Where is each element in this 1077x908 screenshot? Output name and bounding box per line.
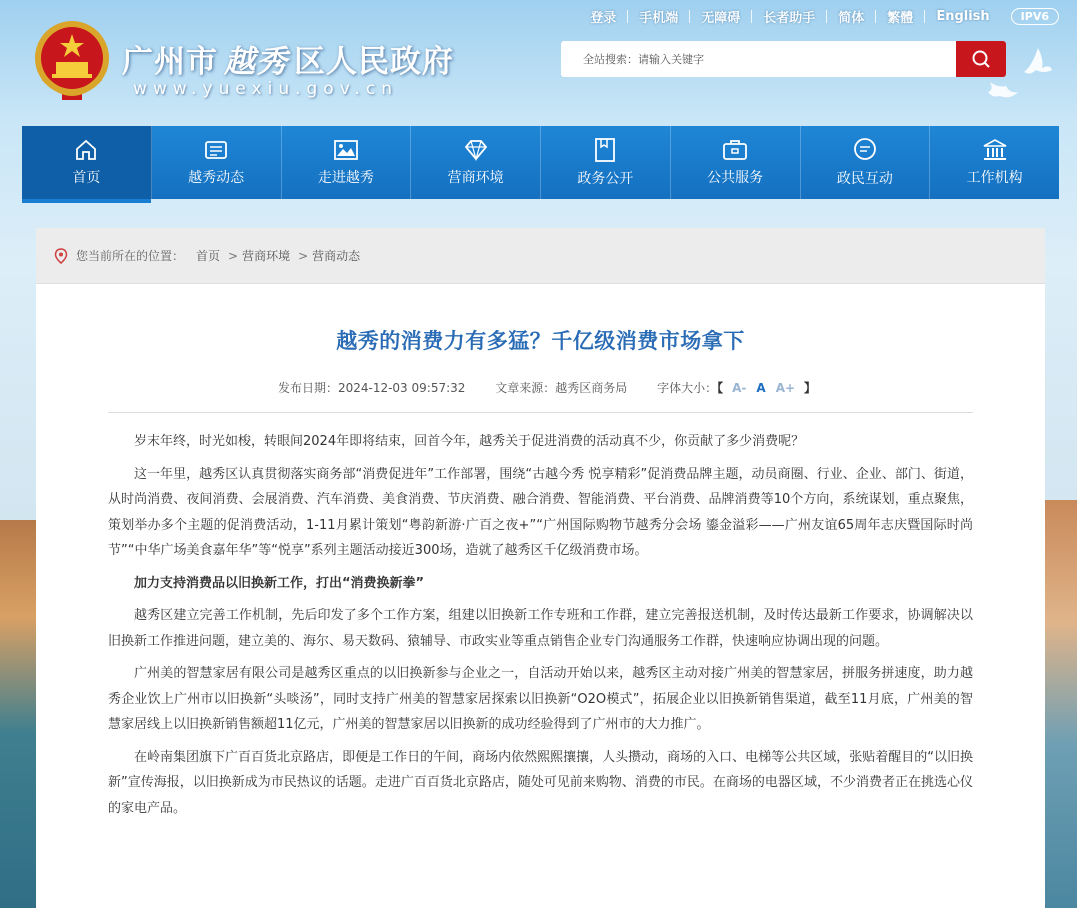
nav-item-home[interactable] <box>22 126 152 199</box>
login-link[interactable]: 登录 <box>590 10 617 26</box>
nav-label: 营商环境 <box>447 170 504 186</box>
english-link[interactable]: English <box>936 8 990 24</box>
font-size-bracket-close: 】 <box>804 381 817 395</box>
home-icon <box>74 138 98 162</box>
traditional-chinese-link[interactable]: 繁體 <box>887 10 914 26</box>
site-title-gov: 区人民政府 <box>294 44 454 80</box>
accessibility-link[interactable]: 无障碍 <box>701 10 741 26</box>
top-links <box>579 5 1059 27</box>
scenery-right <box>1044 500 1077 908</box>
font-size-decrease-button[interactable]: A- <box>732 381 747 395</box>
picture-icon <box>333 138 359 162</box>
newspaper-icon <box>203 138 229 162</box>
site-title-city: 广州市 <box>122 44 218 80</box>
paragraph: 岁末年终，时光如梭，转眼间2024年即将结束，回首今年，越秀关于促进消费的活动真不少，你贡献了多少消费呢？ <box>134 434 805 449</box>
nav-item-public-services[interactable] <box>671 126 801 199</box>
institution-icon <box>982 138 1008 162</box>
breadcrumb <box>36 228 1045 284</box>
site-title-calligraphy: 越秀 <box>224 44 288 80</box>
nav-item-business-environment[interactable] <box>411 126 541 199</box>
breadcrumb-business-environment[interactable]: 营商环境 <box>242 249 291 263</box>
publish-date: 发布日期：2024-12-03 09:57:32 <box>277 381 466 395</box>
ipv6-badge: IPV6 <box>1011 8 1059 25</box>
paragraph: 在岭南集团旗下广百百货北京路店，即便是工作日的午间，商场内依然熙熙攘攘，人头攒动，商场的入口、电梯等公共区域，张贴着醒目的“以旧换新”宣传海报，以旧换新成为市民热议的话题。走进广百百货北京路店，随处可见前来购物、消费的市民。在商场的电器区域，不少消费者正在挑选心仪的家电产品。 <box>108 749 973 816</box>
nav-label: 走进越秀 <box>317 170 374 186</box>
search-bar <box>561 41 1006 77</box>
nav-item-yuexiu-news[interactable] <box>152 126 282 199</box>
article-title: 越秀的消费力有多猛？千亿级消费市场拿下 <box>336 329 745 353</box>
elder-assistant-link[interactable]: 长者助手 <box>763 10 816 26</box>
font-size-bracket-open: 【 <box>717 381 724 395</box>
article-body <box>108 429 973 821</box>
nav-item-public-interaction[interactable] <box>801 126 931 199</box>
diamond-icon <box>463 138 489 162</box>
mobile-link[interactable]: 手机端 <box>639 10 679 26</box>
nav-label: 越秀动态 <box>188 170 245 186</box>
breadcrumb-label: 您当前所在的位置： <box>76 249 185 263</box>
article-source: 文章来源：越秀区商务局 <box>495 381 628 395</box>
site-title[interactable] <box>122 36 454 81</box>
national-emblem-icon <box>32 18 112 104</box>
nav-label: 工作机构 <box>966 170 1023 186</box>
nav-label: 政民互动 <box>836 171 893 187</box>
paragraph: 这一年里，越秀区认真贯彻落实商务部“消费促进年”工作部署，围绕“古越今秀 悦享精彩”促消费品牌主题，动员商圈、行业、企业、部门、街道，从时尚消费、夜间消费、会展消费、汽车消费、美食消费、节庆消费、融合消费、智能消费、平台消费、品牌消费等10个方向，系统谋划，重点聚焦，策划举办多个主题的促消费活动，1-11月累计策划“粤韵新游·广百之夜+”“广州国际购物节越秀分会场 鎏金溢彩——广州友谊65周年志庆暨国际时尚节”“中华广场美食嘉年华”等“悦享”系列主题活动接近300场，造就了越秀区千亿级消费市场。 <box>108 466 973 558</box>
search-input[interactable] <box>561 41 956 77</box>
dove-decoration-icon <box>980 40 1060 110</box>
main-content <box>36 228 1045 908</box>
nav-item-government-affairs[interactable] <box>541 126 671 199</box>
briefcase-icon <box>722 138 748 162</box>
nav-item-institutions[interactable] <box>930 126 1059 199</box>
font-size-increase-button[interactable]: A+ <box>775 381 796 395</box>
font-size-label: 字体大小： <box>657 381 718 395</box>
document-icon <box>593 137 617 163</box>
breadcrumb-business-news[interactable]: 营商动态 <box>312 249 361 263</box>
header <box>0 0 1077 126</box>
chat-icon <box>852 137 878 163</box>
article-meta <box>108 379 973 413</box>
breadcrumb-home[interactable]: 首页 <box>196 249 221 263</box>
nav-label: 公共服务 <box>707 170 764 186</box>
nav-item-explore-yuexiu[interactable] <box>282 126 412 199</box>
scenery-left <box>0 520 40 908</box>
simplified-chinese-link[interactable]: 简体 <box>838 10 865 26</box>
breadcrumb-separator: > <box>228 248 239 263</box>
paragraph: 广州美的智慧家居有限公司是越秀区重点的以旧换新参与企业之一，自活动开始以来，越秀区主动对接广州美的智慧家居，拼服务拼速度，助力越秀企业饮上广州市以旧换新“头啖汤”，同时支持广州美的智慧家居探索以旧换新“O2O模式”，拓展企业以旧换新销售渠道，截至11月底，广州美的智慧家居线上以旧换新销售额超11亿元，广州美的智慧家居以旧换新的成功经验得到了广州市的大力推广。 <box>108 666 973 732</box>
main-nav <box>22 126 1059 199</box>
breadcrumb-separator: > <box>298 248 309 263</box>
paragraph: 越秀区建立完善工作机制，先后印发了多个工作方案，组建以旧换新工作专班和工作群，建立完善报送机制，及时传达最新工作要求，协调解决以旧换新工作推进问题，建立美的、海尔、易天数码、猿辅导、市政实业等重点销售企业专门沟通服务工作群，快速响应协调出现的问题。 <box>108 608 973 649</box>
nav-label: 政务公开 <box>577 171 634 187</box>
article <box>36 325 1045 821</box>
site-url: www.yuexiu.gov.cn <box>133 79 398 99</box>
location-pin-icon <box>54 248 68 264</box>
nav-label: 首页 <box>72 170 101 186</box>
font-size-default-button[interactable]: A <box>756 381 766 395</box>
section-heading: 加力支持消费品以旧换新工作，打出“消费换新拳” <box>134 575 425 591</box>
